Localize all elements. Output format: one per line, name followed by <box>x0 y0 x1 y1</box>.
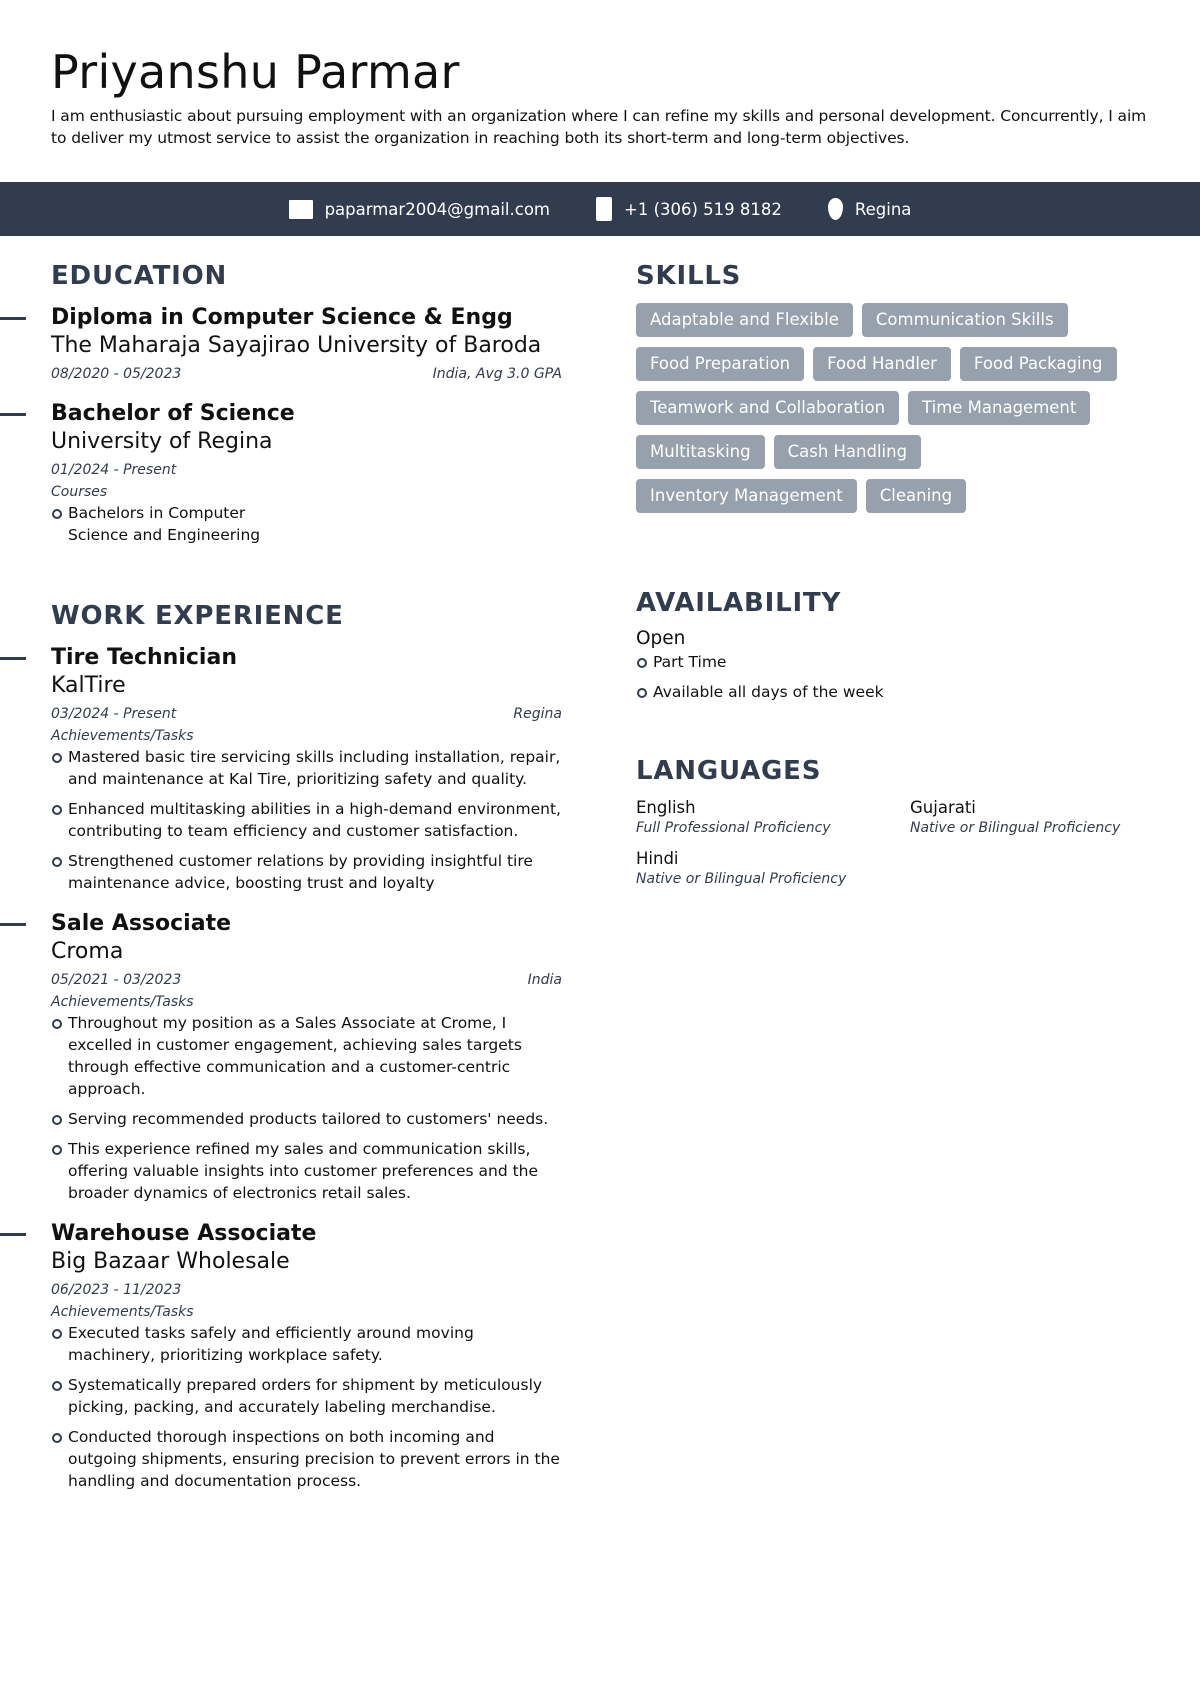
education-heading: EDUCATION <box>51 261 228 291</box>
languages-list <box>636 797 1156 889</box>
degree-title: Diploma in Computer Science & Engg <box>51 305 513 330</box>
courses-label: Courses <box>51 484 108 500</box>
entry-meta <box>51 362 562 386</box>
location-pin-icon <box>828 198 843 220</box>
entry-dates: 05/2021 - 03/2023 <box>51 972 182 988</box>
entry-marker <box>0 317 26 320</box>
tasks-list <box>51 1322 562 1492</box>
work-experience-heading: WORK EXPERIENCE <box>51 601 344 631</box>
contact-bar <box>0 182 1200 236</box>
candidate-name: Priyanshu Parmar <box>51 45 460 99</box>
skill-tag: Food Handler <box>813 347 951 381</box>
school-name: The Maharaja Sayajirao University of Baroda <box>51 333 542 358</box>
skills-heading: SKILLS <box>636 261 742 291</box>
contact-phone[interactable] <box>596 197 782 221</box>
skill-tag: Multitasking <box>636 435 765 469</box>
courses-list <box>51 502 271 546</box>
entry-marker <box>0 923 26 926</box>
entry-dates: 03/2024 - Present <box>51 706 177 722</box>
entry-location: India, Avg 3.0 GPA <box>432 366 562 382</box>
skill-tag: Time Management <box>908 391 1090 425</box>
work-entry <box>51 1220 562 1492</box>
work-entry <box>51 644 562 894</box>
company-name: Big Bazaar Wholesale <box>51 1249 290 1274</box>
list-item: Strengthened customer relations by providing insightful tire maintenance advice, boosting trust and loyalty <box>51 850 562 894</box>
phone-text: +1 (306) 519 8182 <box>624 199 782 219</box>
resume-header <box>51 44 1161 149</box>
entry-meta <box>51 458 562 482</box>
tasks-label: Achievements/Tasks <box>51 994 194 1010</box>
school-name: University of Regina <box>51 429 273 454</box>
language-level: Full Professional Proficiency <box>636 820 831 836</box>
entry-dates: 06/2023 - 11/2023 <box>51 1282 182 1298</box>
availability-status: Open <box>636 628 686 649</box>
language-name: English <box>636 798 696 817</box>
language-item <box>910 797 1160 838</box>
tasks-label: Achievements/Tasks <box>51 1304 194 1320</box>
language-level: Native or Bilingual Proficiency <box>910 820 1121 836</box>
list-item: Mastered basic tire servicing skills including installation, repair, and maintenance at Kal Tire, prioritizing safety and quality. <box>51 746 562 790</box>
right-column <box>636 258 1156 889</box>
contact-email[interactable] <box>289 200 550 219</box>
list-item: Part Time <box>636 651 1156 673</box>
list-item: Available all days of the week <box>636 681 1156 703</box>
degree-title: Bachelor of Science <box>51 401 295 426</box>
entry-marker <box>0 413 26 416</box>
list-item: Bachelors in Computer Science and Engineering <box>51 502 271 546</box>
skills-list <box>636 303 1156 523</box>
list-item: Systematically prepared orders for shipment by meticulously picking, packing, and accurately labeling merchandise. <box>51 1374 562 1418</box>
company-name: KalTire <box>51 673 126 698</box>
list-item: Enhanced multitasking abilities in a high-demand environment, contributing to team efficiency and customer satisfaction. <box>51 798 562 842</box>
availability-list <box>636 651 1156 703</box>
entry-marker <box>0 657 26 660</box>
entry-meta <box>51 968 562 992</box>
work-entry <box>51 910 562 1204</box>
languages-heading: LANGUAGES <box>636 756 822 786</box>
language-level: Native or Bilingual Proficiency <box>636 871 847 887</box>
entry-meta <box>51 702 562 726</box>
language-name: Gujarati <box>910 798 976 817</box>
skill-tag: Food Packaging <box>960 347 1117 381</box>
entry-location: India <box>527 972 562 988</box>
entry-dates: 08/2020 - 05/2023 <box>51 366 182 382</box>
entry-marker <box>0 1233 26 1236</box>
skill-tag: Cash Handling <box>774 435 921 469</box>
entry-meta <box>51 1278 562 1302</box>
summary: I am enthusiastic about pursuing employment with an organization where I can refine my skills and personal development. Concurrently, I aim to deliver my utmost service to assist the organization in reaching both its short-term and long-term objectives. <box>51 107 1147 147</box>
entry-location: Regina <box>513 706 562 722</box>
entry-dates: 01/2024 - Present <box>51 462 177 478</box>
skill-tag: Teamwork and Collaboration <box>636 391 899 425</box>
list-item: Serving recommended products tailored to customers' needs. <box>51 1108 562 1130</box>
language-name: Hindi <box>636 849 679 868</box>
skill-tag: Adaptable and Flexible <box>636 303 853 337</box>
language-item <box>636 797 910 838</box>
skill-tag: Communication Skills <box>862 303 1068 337</box>
list-item: Conducted thorough inspections on both incoming and outgoing shipments, ensuring precision to prevent errors in the handling and documentation process. <box>51 1426 562 1492</box>
email-text: paparmar2004@gmail.com <box>324 199 550 219</box>
education-entry <box>51 400 562 546</box>
phone-icon <box>596 197 612 221</box>
language-item <box>636 848 910 889</box>
role-title: Tire Technician <box>51 645 237 670</box>
role-title: Sale Associate <box>51 911 232 936</box>
skill-tag: Inventory Management <box>636 479 857 513</box>
education-entry <box>51 304 562 386</box>
list-item: Executed tasks safely and efficiently around moving machinery, prioritizing workplace safety. <box>51 1322 562 1366</box>
tasks-list <box>51 1012 562 1204</box>
location-text: Regina <box>854 199 912 219</box>
tasks-label: Achievements/Tasks <box>51 728 194 744</box>
tasks-list <box>51 746 562 894</box>
role-title: Warehouse Associate <box>51 1221 317 1246</box>
left-column <box>51 258 562 1500</box>
list-item: This experience refined my sales and communication skills, offering valuable insights into customer preferences and the broader dynamics of electronics retail sales. <box>51 1138 562 1204</box>
contact-location <box>828 198 912 220</box>
email-icon <box>289 200 313 219</box>
skill-tag: Food Preparation <box>636 347 804 381</box>
skill-tag: Cleaning <box>866 479 966 513</box>
company-name: Croma <box>51 939 124 964</box>
list-item: Throughout my position as a Sales Associate at Crome, I excelled in customer engagement, achieving sales targets through effective communication and a customer-centric approach. <box>51 1012 562 1100</box>
availability-heading: AVAILABILITY <box>636 588 842 618</box>
